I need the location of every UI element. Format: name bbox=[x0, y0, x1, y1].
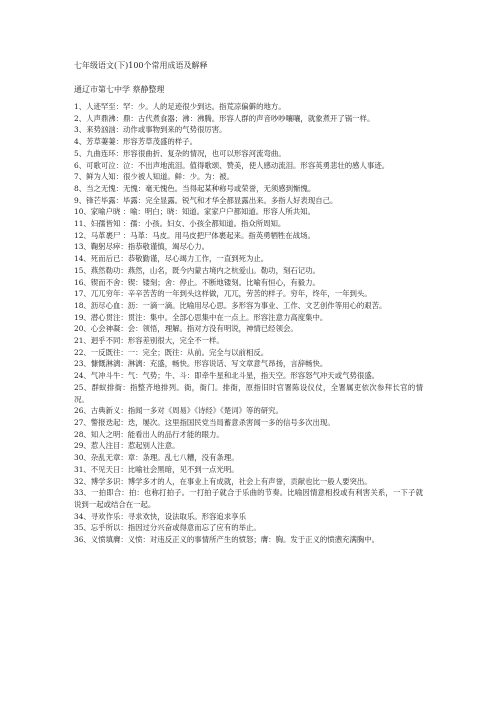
idiom-entry: 33、一拍即合：拍：也称打拍子。一打拍子就合于乐曲的节奏。比喻因情意相投或有利害关系，一下子就说到一起或结合在一起。 bbox=[74, 488, 423, 509]
idiom-entry: 23、慷慨淋漓：淋漓：充盛，畅快。形容说话、写文章意气昂扬，言辞畅快。 bbox=[74, 359, 328, 369]
idiom-entry: 5、九曲连环：形容很曲折、复杂的情况，也可以形容河流弯曲。 bbox=[74, 148, 286, 158]
idiom-entry: 2、人声鼎沸：鼎：古代煮食器；沸：沸腾。形容人群的声音吵吵嚷嚷，就象煮开了锅一样。 bbox=[74, 113, 375, 123]
idiom-entry: 13、鞠躬尽瘁：指恭敬谨慎，竭尽心力。 bbox=[74, 242, 210, 252]
idiom-entry: 31、不见天日：比喻社会黑暗，见不到一点光明。 bbox=[74, 464, 239, 474]
idiom-entry: 29、惹人注目：惹起别人注意。 bbox=[74, 441, 180, 451]
idiom-entry: 27、警报迭起：迭，屡次。这里指国民党当局蓄意杀害闻一多的信号多次出现。 bbox=[74, 417, 335, 427]
idiom-entry: 30、杂乱无章：章：条理。乱七八糟，没有条理。 bbox=[74, 453, 239, 463]
idiom-entry: 35、忘乎所以：指因过分兴奋或得意而忘了应有的举止。 bbox=[74, 523, 261, 533]
idiom-entry: 16、锲而不舍：锲：镂刻；舍：停止。不断地镂刻。比喻有恒心，有毅力。 bbox=[74, 277, 320, 287]
document-author: 通辽市第七中学 蔡静整理 bbox=[74, 85, 165, 94]
idiom-entry: 34、寻欢作乐：寻求欢快，设法取乐。形容追求享乐 bbox=[74, 511, 247, 521]
idiom-entry: 17、兀兀穷年：辛辛苦苦的一年到头这样做，兀兀，劳苦的样子。穷年，终年，一年到头。 bbox=[74, 289, 372, 299]
idiom-entry: 32、博学多识：博学多才的人，在事业上有成就，社会上有声誉，贡献也比一般人要突出。 bbox=[74, 476, 372, 486]
idiom-entry: 7、鲜为人知：很少被人知道。鲜：少。为：被。 bbox=[74, 172, 234, 182]
idiom-entry: 24、气冲斗牛：气：气势；牛、斗：即牵牛星和北斗星，指天空。形容怒气冲天或气势很盛。 bbox=[74, 371, 380, 381]
document-title: 七年级语文(下)100个常用成语及解释 bbox=[74, 61, 208, 70]
idiom-entry: 21、迥乎不同：形容差别很大，完全不一样。 bbox=[74, 336, 224, 346]
idiom-entry: 15、燕然勒功：燕然，山名，既今内蒙古境内之杭爱山。勒功，刻石记功。 bbox=[74, 265, 320, 275]
idiom-entry: 20、心会神凝：会：领悟，理解。指对方没有明说，神情已经领会。 bbox=[74, 324, 298, 334]
idiom-entry: 36、义愤填膺：义愤：对违反正义的事情所产生的愤怒；膺：胸。发于正义的愤懑充满胸中。 bbox=[74, 535, 380, 545]
idiom-entry: 6、可歌可泣：泣：不出声地流泪。值得歌颂、赞美，使人感动流泪。形容英勇悲壮的感人事迹。 bbox=[74, 160, 390, 170]
idiom-entry: 18、沥尽心血：沥：一滴一滴。比喻用尽心思。多形容为事业、工作、文艺创作等用心的艰苦。 bbox=[74, 300, 387, 310]
idiom-entry: 26、古典新义：指闻一多对《周易》《诗经》《楚词》等的研究。 bbox=[74, 406, 283, 416]
idiom-entry: 19、潜心贯注：贯注：集中。全部心思集中在一点上。形容注意力高度集中。 bbox=[74, 312, 328, 322]
idiom-entry: 25、群蚁排衙：指整齐地排列。衙，衙门。排衙，原指旧时官署陈设仪仗，全署属吏依次参拜长官的情况。 bbox=[74, 382, 423, 404]
idiom-entry: 4、芳草萋萋：形容芳草茂盛的样子。 bbox=[74, 137, 197, 147]
idiom-entry: 28、知人之明：能看出人的品行才能的眼力。 bbox=[74, 429, 224, 439]
idiom-entry: 1、人迹罕至：罕：少。人的足迹很少到达。指荒凉偏僻的地方。 bbox=[74, 102, 286, 111]
idiom-entry: 11、妇孺皆知 ：孺：小孩。妇女、小孩全都知道。指众所周知。 bbox=[74, 219, 286, 229]
idiom-entry: 9、锋芒毕露：毕露：完全显露。锐气和才华全都显露出来。多指人好表现自己。 bbox=[74, 195, 338, 205]
idiom-list bbox=[74, 101, 423, 546]
idiom-entry: 10、家喻户晓 ：喻：明白；晓：知道。家家户户都知道。形容人所共知。 bbox=[74, 207, 315, 217]
idiom-entry: 14、死而后已：恭敬勤谨，尽心竭力工作，一直到死为止。 bbox=[74, 254, 269, 264]
idiom-entry: 12、马革裹尸 ：马革：马皮。用马皮把尸体裹起来。指英勇牺牲在战场。 bbox=[74, 230, 315, 240]
idiom-entry: 3、来势汹汹：动作或事物到来的气势很厉害。 bbox=[74, 125, 227, 135]
idiom-entry: 8、当之无愧：无愧：毫无愧色。当得起某种称号或荣誉，无须感到惭愧。 bbox=[74, 183, 316, 193]
idiom-entry: 22、一反既往：一：完全；既往：从前。完全与以前相反。 bbox=[74, 347, 269, 357]
